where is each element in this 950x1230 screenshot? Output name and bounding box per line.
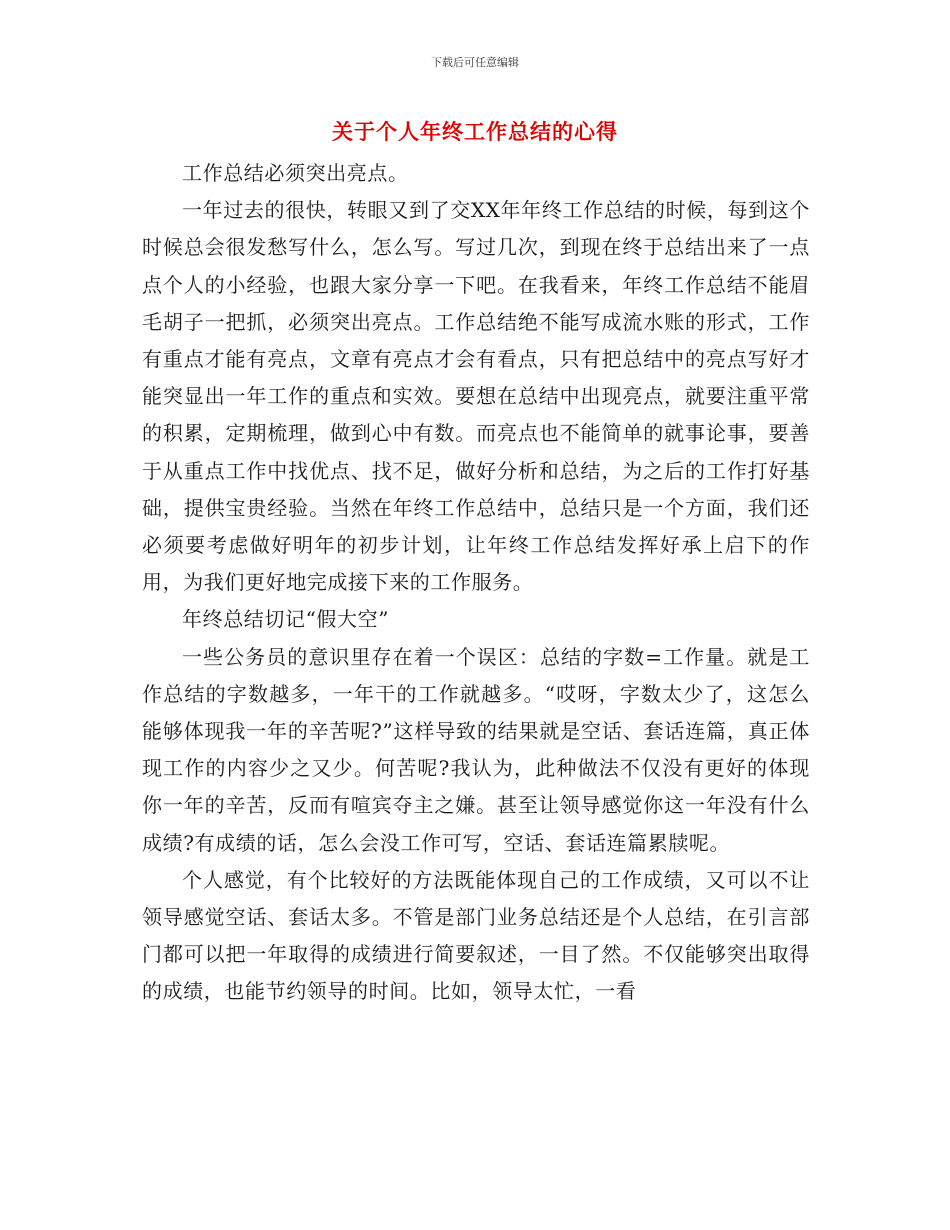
document-body [142, 155, 810, 1011]
paragraph-3: 年终总结切记“假大空” [182, 607, 390, 632]
header-note: 下载后可任意编辑 [431, 56, 519, 69]
paragraph-4: 一些公务员的意识里存在着一个误区：总结的字数=工作量。就是工作总结的字数越多，一年干的工作就越多。“哎呀，字数太少了，这怎么能够体现我一年的辛苦呢?”这样导致的结果就是空话、套话连篇，真正体现工作的内容少之又少。何苦呢?我认为，此种做法不仅没有更好的体现你一年的辛苦，反而有喧宾夺主之嫌。甚至让领导感觉你这一年没有什么成绩?有成绩的话，怎么会没工作可写，空话、套话连篇累牍呢。 [142, 644, 810, 855]
paragraph-2: 一年过去的很快，转眼又到了交XX年年终工作总结的时候，每到这个时候总会很发愁写什么，怎么写。写过几次，到现在终于总结出来了一点点个人的小经验，也跟大家分享一下吧。在我看来，年终工作总结不能眉毛胡子一把抓，必须突出亮点。工作总结绝不能写成流水账的形式，工作有重点才能有亮点，文章有亮点才会有看点，只有把总结中的亮点写好才能突显出一年工作的重点和实效。要想在总结中出现亮点，就要注重平常的积累，定期梳理，做到心中有数。而亮点也不能简单的就事论事，要善于从重点工作中找优点、找不足，做好分析和总结，为之后的工作打好基础，提供宝贵经验。当然在年终工作总结中，总结只是一个方面，我们还必须要考虑做好明年的初步计划，让年终工作总结发挥好承上启下的作用，为我们更好地完成接下来的工作服务。 [142, 198, 810, 595]
document-title: 关于个人年终工作总结的心得 [332, 120, 618, 144]
paragraph-5: 个人感觉，有个比较好的方法既能体现自己的工作成绩，又可以不让领导感觉空话、套话太多。不管是部门业务总结还是个人总结，在引言部门都可以把一年取得的成绩进行简要叙述，一目了然。不仅能够突出取得的成绩，也能节约领导的时间。比如，领导太忙，一看 [142, 867, 810, 1004]
paragraph-1: 工作总结必须突出亮点。 [182, 161, 409, 185]
